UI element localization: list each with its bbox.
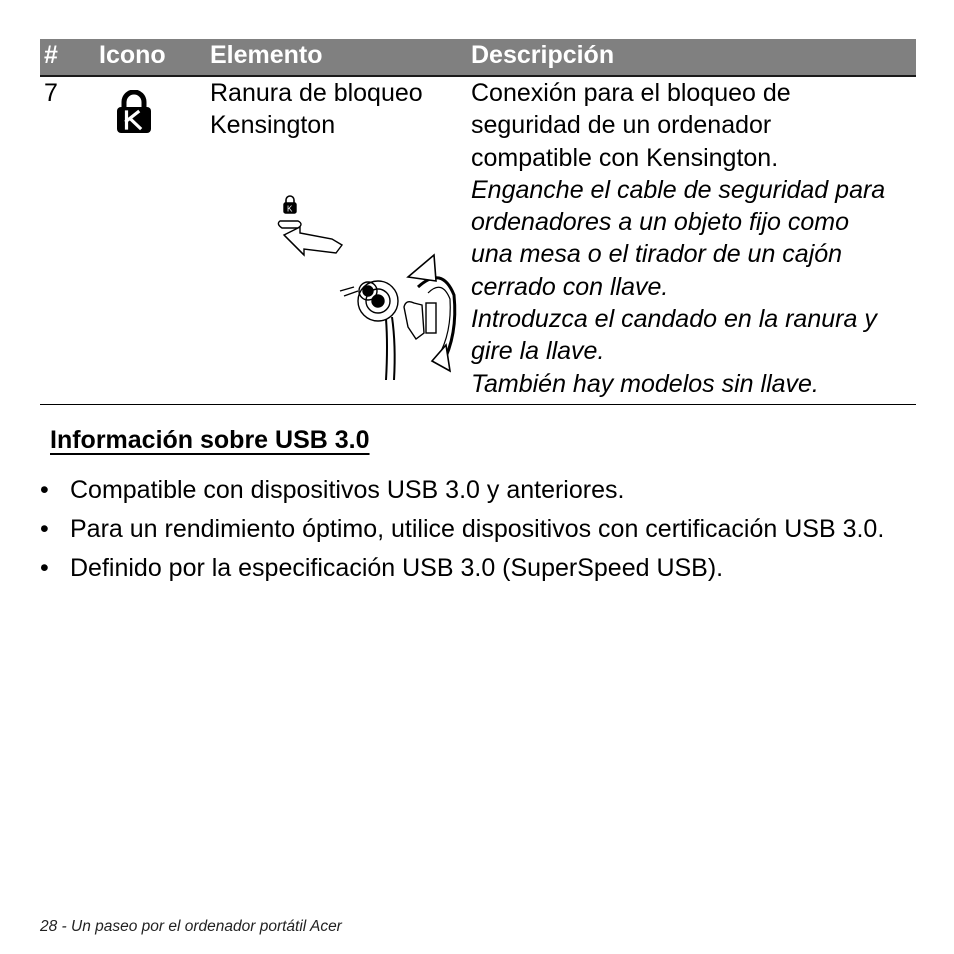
bullet-marker: • — [40, 515, 49, 543]
bullet-text: Definido por la especificación USB 3.0 (SuperSpeed USB). — [70, 554, 724, 582]
section-heading: Información sobre USB 3.0 — [50, 426, 370, 454]
bullet-list — [40, 474, 914, 591]
element-line: Ranura de bloqueo — [210, 79, 423, 107]
kensington-lock-icon — [116, 90, 152, 142]
description-italic-line: Enganche el cable de seguridad para — [471, 175, 886, 204]
element-line: Kensington — [210, 111, 336, 140]
description-line: seguridad de un ordenador — [471, 111, 772, 140]
header-num: # — [44, 41, 58, 69]
header-icon: Icono — [99, 41, 166, 69]
list-item — [40, 474, 914, 507]
lock-insertion-illustration — [236, 195, 472, 393]
element-description — [471, 77, 916, 400]
bullet-text: Compatible con dispositivos USB 3.0 y anteriores. — [70, 476, 625, 504]
description-italic-line: cerrado con llave. — [471, 272, 669, 301]
list-item — [40, 552, 914, 585]
list-item — [40, 513, 914, 546]
description-line: compatible con Kensington. — [471, 143, 779, 172]
element-name — [210, 77, 455, 142]
header-description: Descripción — [471, 41, 615, 69]
svg-text:K: K — [287, 204, 293, 214]
table-header — [40, 39, 916, 77]
description-italic-line: ordenadores a un objeto fijo como — [471, 208, 850, 237]
header-element: Elemento — [210, 41, 323, 69]
description-italic-line: También hay modelos sin llave. — [471, 369, 819, 398]
description-italic-line: gire la llave. — [471, 337, 605, 366]
table-row — [40, 77, 916, 405]
description-italic-line: una mesa o el tirador de un cajón — [471, 240, 843, 269]
row-number: 7 — [44, 79, 58, 107]
bullet-text: Para un rendimiento óptimo, utilice dispositivos con certificación USB 3.0. — [70, 515, 885, 543]
description-italic-line: Introduzca el candado en la ranura y — [471, 305, 877, 334]
bullet-marker: • — [40, 554, 49, 582]
component-table — [40, 39, 916, 405]
bullet-marker: • — [40, 476, 49, 504]
description-line: Conexión para el bloqueo de — [471, 79, 791, 107]
small-lock-icon — [284, 196, 296, 214]
page-footer: 28 - Un paseo por el ordenador portátil Acer — [40, 918, 342, 935]
